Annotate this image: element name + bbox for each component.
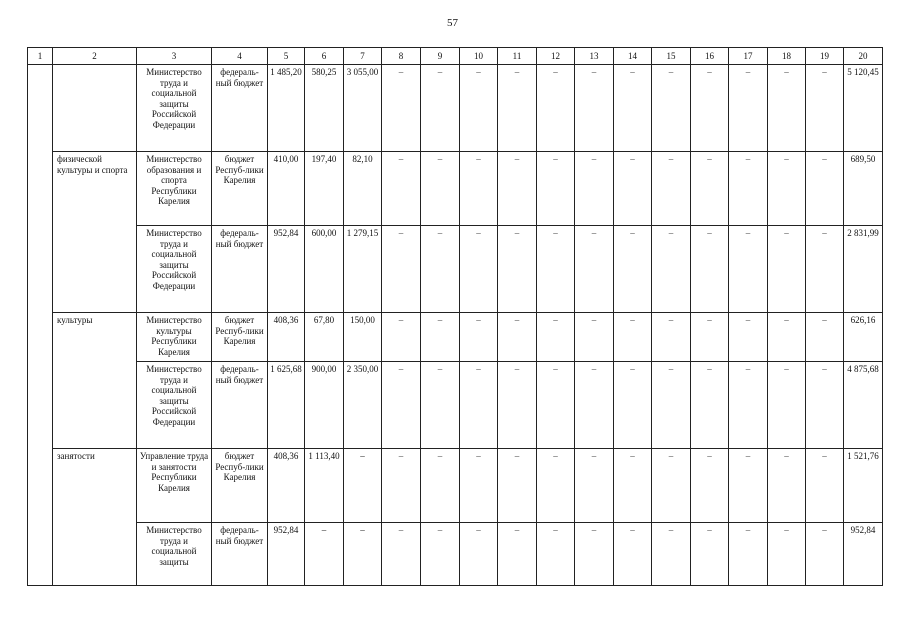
cell-dash: – bbox=[729, 313, 768, 362]
cell-dash: – bbox=[498, 362, 537, 449]
cell-value: 150,00 bbox=[344, 313, 382, 362]
cell-dash: – bbox=[614, 226, 652, 313]
cell-col1 bbox=[28, 449, 53, 523]
cell-dash: – bbox=[575, 362, 614, 449]
cell-dash: – bbox=[768, 449, 806, 523]
cell-executor: Управление труда и занятости Республики Карелия bbox=[137, 449, 212, 523]
cell-dash: – bbox=[382, 65, 421, 152]
cell-dash: – bbox=[382, 152, 421, 226]
cell-source: федераль-ный бюджет bbox=[212, 362, 268, 449]
cell-value: 580,25 bbox=[305, 65, 344, 152]
cell-dash: – bbox=[421, 313, 460, 362]
cell-executor: Министерство труда и социальной защиты Российской Федерации bbox=[137, 362, 212, 449]
cell-dash: – bbox=[729, 226, 768, 313]
col-header: 10 bbox=[460, 48, 498, 65]
cell-value: 1 625,68 bbox=[268, 362, 305, 449]
budget-table bbox=[27, 47, 883, 586]
col-header: 8 bbox=[382, 48, 421, 65]
cell-dash: – bbox=[806, 152, 844, 226]
cell-value: 600,00 bbox=[305, 226, 344, 313]
cell-dash: – bbox=[382, 523, 421, 586]
cell-dash: – bbox=[691, 152, 729, 226]
cell-dash: – bbox=[421, 152, 460, 226]
cell-dash: – bbox=[575, 65, 614, 152]
table-row bbox=[28, 449, 883, 523]
cell-value: 952,84 bbox=[268, 226, 305, 313]
cell-dash: – bbox=[652, 313, 691, 362]
cell-dash: – bbox=[421, 523, 460, 586]
cell-dash: – bbox=[614, 523, 652, 586]
cell-dash: – bbox=[614, 65, 652, 152]
cell-dash: – bbox=[498, 523, 537, 586]
cell-value: 1 279,15 bbox=[344, 226, 382, 313]
cell-dash: – bbox=[498, 226, 537, 313]
cell-dash: – bbox=[421, 226, 460, 313]
cell-dash: – bbox=[460, 362, 498, 449]
col-header: 16 bbox=[691, 48, 729, 65]
cell-dash: – bbox=[382, 313, 421, 362]
cell-dash: – bbox=[421, 65, 460, 152]
cell-value: 67,80 bbox=[305, 313, 344, 362]
cell-dash: – bbox=[575, 523, 614, 586]
cell-dash: – bbox=[537, 313, 575, 362]
page-number: 57 bbox=[447, 17, 458, 29]
table-row bbox=[28, 226, 883, 313]
cell-col1 bbox=[28, 523, 53, 586]
cell-value: 1 485,20 bbox=[268, 65, 305, 152]
cell-dash: – bbox=[652, 362, 691, 449]
cell-col1 bbox=[28, 313, 53, 362]
cell-dash: – bbox=[806, 449, 844, 523]
col-header: 11 bbox=[498, 48, 537, 65]
cell-executor: Министерство труда и социальной защиты Российской Федерации bbox=[137, 226, 212, 313]
cell-dash: – bbox=[652, 65, 691, 152]
cell-total: 5 120,45 bbox=[844, 65, 883, 152]
cell-dash: – bbox=[460, 523, 498, 586]
cell-total: 689,50 bbox=[844, 152, 883, 226]
cell-source: федераль-ный бюджет bbox=[212, 226, 268, 313]
cell-dash: – bbox=[768, 523, 806, 586]
cell-dash: – bbox=[460, 313, 498, 362]
cell-dash: – bbox=[575, 226, 614, 313]
cell-source: бюджет Респуб-лики Карелия bbox=[212, 313, 268, 362]
col-header: 9 bbox=[421, 48, 460, 65]
cell-total: 626,16 bbox=[844, 313, 883, 362]
cell-dash: – bbox=[652, 449, 691, 523]
cell-col1 bbox=[28, 362, 53, 449]
cell-dash: – bbox=[614, 152, 652, 226]
cell-total: 1 521,76 bbox=[844, 449, 883, 523]
cell-value: 408,36 bbox=[268, 313, 305, 362]
cell-dash: – bbox=[768, 362, 806, 449]
cell-dash: – bbox=[421, 362, 460, 449]
cell-dash: – bbox=[575, 313, 614, 362]
cell-dash: – bbox=[382, 449, 421, 523]
col-header: 17 bbox=[729, 48, 768, 65]
cell-direction bbox=[53, 523, 137, 586]
col-header: 6 bbox=[305, 48, 344, 65]
cell-dash: – bbox=[498, 152, 537, 226]
cell-direction: занятости bbox=[53, 449, 137, 523]
cell-value: 900,00 bbox=[305, 362, 344, 449]
cell-dash: – bbox=[691, 226, 729, 313]
cell-col1 bbox=[28, 65, 53, 152]
cell-executor: Министерство образования и спорта Республики Карелия bbox=[137, 152, 212, 226]
cell-dash: – bbox=[537, 152, 575, 226]
cell-dash: – bbox=[614, 362, 652, 449]
cell-executor: Министерство труда и социальной защиты Российской Федерации bbox=[137, 65, 212, 152]
col-header: 3 bbox=[137, 48, 212, 65]
cell-col1 bbox=[28, 152, 53, 226]
cell-dash: – bbox=[575, 152, 614, 226]
cell-col1 bbox=[28, 226, 53, 313]
cell-dash: – bbox=[691, 313, 729, 362]
table-row bbox=[28, 152, 883, 226]
cell-dash: – bbox=[729, 65, 768, 152]
cell-direction: культуры bbox=[53, 313, 137, 362]
cell-dash: – bbox=[729, 523, 768, 586]
cell-dash: – bbox=[537, 362, 575, 449]
cell-dash: – bbox=[537, 65, 575, 152]
cell-dash: – bbox=[806, 362, 844, 449]
cell-dash: – bbox=[806, 523, 844, 586]
cell-value: 408,36 bbox=[268, 449, 305, 523]
cell-source: бюджет Респуб-лики Карелия bbox=[212, 152, 268, 226]
cell-total: 2 831,99 bbox=[844, 226, 883, 313]
col-header: 2 bbox=[53, 48, 137, 65]
cell-direction bbox=[53, 65, 137, 152]
cell-dash: – bbox=[806, 313, 844, 362]
col-header: 1 bbox=[28, 48, 53, 65]
cell-direction: физической культуры и спорта bbox=[53, 152, 137, 226]
cell-dash: – bbox=[729, 449, 768, 523]
cell-total: 952,84 bbox=[844, 523, 883, 586]
cell-value: – bbox=[344, 523, 382, 586]
table-row bbox=[28, 65, 883, 152]
cell-dash: – bbox=[575, 449, 614, 523]
cell-executor: Министерство культуры Республики Карелия bbox=[137, 313, 212, 362]
cell-dash: – bbox=[652, 226, 691, 313]
table-row bbox=[28, 362, 883, 449]
cell-dash: – bbox=[460, 152, 498, 226]
cell-dash: – bbox=[691, 449, 729, 523]
cell-dash: – bbox=[768, 313, 806, 362]
cell-value: – bbox=[344, 449, 382, 523]
table-row bbox=[28, 313, 883, 362]
cell-value: – bbox=[305, 523, 344, 586]
cell-executor: Министерство труда и социальной защиты bbox=[137, 523, 212, 586]
cell-dash: – bbox=[614, 313, 652, 362]
cell-dash: – bbox=[652, 152, 691, 226]
cell-source: федераль-ный бюджет bbox=[212, 523, 268, 586]
col-header: 13 bbox=[575, 48, 614, 65]
cell-dash: – bbox=[537, 449, 575, 523]
cell-dash: – bbox=[498, 313, 537, 362]
col-header: 7 bbox=[344, 48, 382, 65]
col-header: 15 bbox=[652, 48, 691, 65]
cell-dash: – bbox=[729, 152, 768, 226]
cell-dash: – bbox=[768, 152, 806, 226]
cell-dash: – bbox=[652, 523, 691, 586]
cell-dash: – bbox=[382, 226, 421, 313]
cell-dash: – bbox=[460, 226, 498, 313]
col-header: 14 bbox=[614, 48, 652, 65]
cell-source: федераль-ный бюджет bbox=[212, 65, 268, 152]
cell-total: 4 875,68 bbox=[844, 362, 883, 449]
col-header: 19 bbox=[806, 48, 844, 65]
cell-value: 952,84 bbox=[268, 523, 305, 586]
col-header: 4 bbox=[212, 48, 268, 65]
cell-value: 3 055,00 bbox=[344, 65, 382, 152]
cell-dash: – bbox=[691, 362, 729, 449]
cell-value: 197,40 bbox=[305, 152, 344, 226]
cell-dash: – bbox=[498, 65, 537, 152]
cell-dash: – bbox=[537, 226, 575, 313]
cell-dash: – bbox=[806, 65, 844, 152]
cell-dash: – bbox=[498, 449, 537, 523]
cell-value: 410,00 bbox=[268, 152, 305, 226]
cell-dash: – bbox=[382, 362, 421, 449]
cell-dash: – bbox=[768, 226, 806, 313]
cell-value: 1 113,40 bbox=[305, 449, 344, 523]
col-header: 20 bbox=[844, 48, 883, 65]
cell-dash: – bbox=[460, 449, 498, 523]
cell-value: 2 350,00 bbox=[344, 362, 382, 449]
cell-direction bbox=[53, 362, 137, 449]
cell-dash: – bbox=[614, 449, 652, 523]
table-row bbox=[28, 523, 883, 586]
cell-dash: – bbox=[729, 362, 768, 449]
col-header: 18 bbox=[768, 48, 806, 65]
cell-direction bbox=[53, 226, 137, 313]
cell-dash: – bbox=[691, 523, 729, 586]
cell-dash: – bbox=[421, 449, 460, 523]
cell-dash: – bbox=[537, 523, 575, 586]
header-row bbox=[28, 48, 883, 65]
cell-source: бюджет Респуб-лики Карелия bbox=[212, 449, 268, 523]
cell-value: 82,10 bbox=[344, 152, 382, 226]
cell-dash: – bbox=[768, 65, 806, 152]
col-header: 12 bbox=[537, 48, 575, 65]
cell-dash: – bbox=[460, 65, 498, 152]
cell-dash: – bbox=[691, 65, 729, 152]
col-header: 5 bbox=[268, 48, 305, 65]
cell-dash: – bbox=[806, 226, 844, 313]
